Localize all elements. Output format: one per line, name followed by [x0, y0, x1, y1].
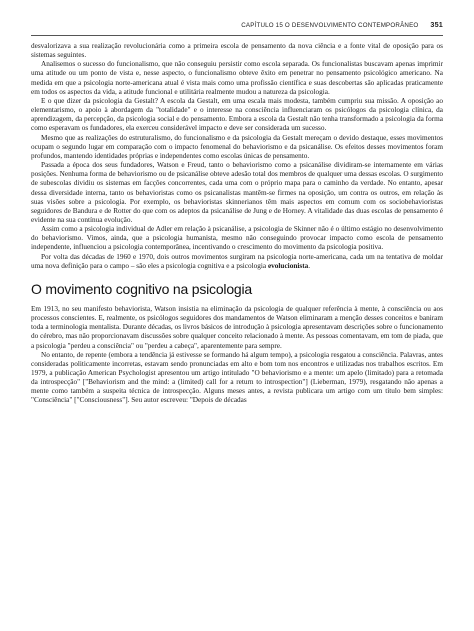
section-heading: O movimento cognitivo na psicologia [31, 280, 253, 297]
paragraph-text: Por volta das décadas de 1960 e 1970, dois outros movimentos surgiram na psicologia norte-americana, cada um na tentativa de moldar uma nova definição para o campo – são eles a psicologia cognitiva e a psicologia [31, 252, 443, 270]
paragraph: E o que dizer da psicologia da Gestalt? A escola da Gestalt, em uma escala mais modesta, também cumpriu sua missão. A oposição ao elementarismo, o apoio à abordagem da "totalidade" e o interesse na consciência influenciaram os psicólogos da psicologia clínica, da aprendizagem, da percepção, da psicologia social e do pensamento. Embora a escola da Gestalt não tenha transformado a psicologia da forma como esperavam os fundadores, ela exerceu considerável impacto e deve ser considerada um sucesso. [31, 96, 443, 133]
paragraph-with-term [31, 253, 443, 271]
body-text [31, 42, 443, 406]
paragraph: No entanto, de repente (embora a tendência já estivesse se formando há algum tempo), a psicologia resgatou a consciência. Palavras, antes consideradas politicamente incorretas, estavam sendo pronunciadas em alto e bom tom nos encontros e utilizadas nos trabalhos escritos. Em 1979, a publicação American Psychologist apresentou um artigo intitulado "O behaviorismo e a mente: um apelo (limitado) para a retomada da introspecção" ["Behaviorism and the mind: a (limited) call for a return to introspection"] (Lieberman, 1979), resgatando não apenas a mente como também a suspeita técnica de introspecção. Alguns meses antes, a revista publicara um artigo com um título bem simples: "Consciência" ["Consciousness"]. Seu autor escreveu: "Depois de décadas [31, 350, 443, 405]
paragraph: Mesmo que as realizações do estruturalismo, do funcionalismo e da psicologia da Gestalt mereçam o devido destaque, esses movimentos ocupam o segundo lugar em comparação com o impacto fenomenal do behaviorismo e da psicanálise. Os efeitos desses movimentos foram profundos, mantendo identidades próprias e independentes como escolas únicas de pensamento. [31, 133, 443, 160]
paragraph: Em 1913, no seu manifesto behaviorista, Watson insistia na eliminação da psicologia de qualquer referência à mente, à consciência ou aos processos conscientes. E, realmente, os psicólogos seguidores dos mandamentos de Watson eliminaram a menção desses conceitos e baniram toda a terminologia mentalista. Durante décadas, os livros básicos de introdução à psicologia apresentavam descrições sobre o funcionamento do cérebro, mas não proporcionavam discussões sobre qualquer conceito relacionado à mente. As pessoas comentavam, em tom de piada, que a psicologia "perdeu a consciência" ou "perdeu a cabeça", aparentemente para sempre. [31, 304, 443, 350]
book-page [31, 20, 443, 625]
paragraph: Analisemos o sucesso do funcionalismo, que não conseguiu persistir como escola separada. Os funcionalistas buscavam apenas imprimir uma atitude ou um ponto de vista e, nesse aspecto, o funcionalismo obteve êxito em penetrar no pensamento psicológico americano. Na medida em que a psicologia norte-americana atual é vista mais como uma profissão científica e suas descobertas são aplicadas praticamente em todos os aspectos da vida, a atitude funcional e utilitária realmente mudou a natureza da psicologia. [31, 60, 443, 96]
paragraph: Assim como a psicologia individual de Adler em relação à psicanálise, a psicologia de Skinner não é o último estágio no desenvolvimento do behaviorismo. Vimos, ainda, que a psicologia humanista, mesmo não conseguindo provocar impacto como escola de pensamento independente, influenciou a psicologia contemporânea, incentivando o crescimento do movimento da psicologia positiva. [31, 225, 443, 252]
paragraph-end: . [308, 261, 311, 270]
bold-term: evolucionista [267, 261, 309, 270]
running-header [31, 20, 443, 36]
chapter-title: CAPÍTULO 15 O DESENVOLVIMENTO CONTEMPORÂNEO [241, 22, 419, 29]
paragraph: desvalorizava a sua realização revolucionária como a primeira escola de pensamento da nova ciência e a fonte vital de oposição para os sistemas seguintes. [31, 42, 443, 60]
page-number: 351 [430, 20, 443, 29]
paragraph: Passada a época dos seus fundadores, Watson e Freud, tanto o behaviorismo como a psicanálise dividiram-se internamente em várias posições. Nenhuma forma de behaviorismo ou de psicanálise obteve adesão total dos membros de qualquer uma dessas escolas. O surgimento de subescolas dividiu os sistemas em facções concorrentes, cada uma com o próprio mapa para o caminho da verdade. No entanto, apesar dessa diversidade interna, tanto os behavioristas como os psicanalistas mantêm-se firmes na oposição, um contra os outros, em relação às suas visões sobre a psicologia. Por exemplo, os behavioristas skinnerianos têm mais aspectos em comum com os sociobehavioristas seguidores de Bandura e de Rotter do que com os adeptos da psicanálise de Jung e de Horney. A vitalidade das duas escolas de pensamento é evidente na sua contínua evolução. [31, 161, 443, 224]
